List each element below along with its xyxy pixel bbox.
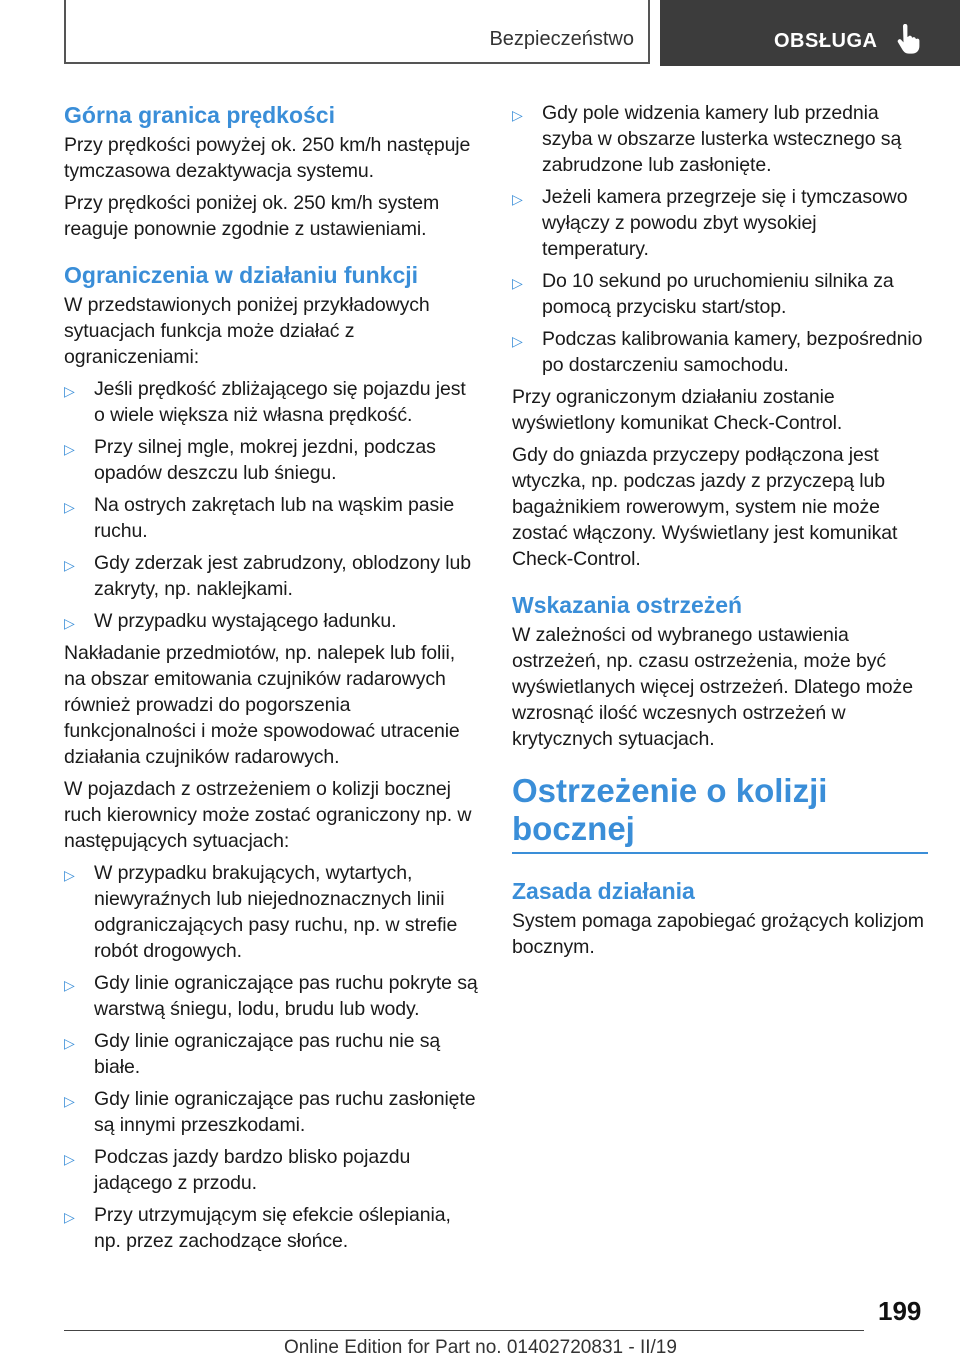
steering-limitations-list — [64, 860, 479, 1254]
list-item: ▷ W przypadku brakujących, wytartych, niewyraźnych lub niejednoznacznych linii odgraniczających pasy ruchu, np. w strefie robót drogowych. — [64, 862, 458, 962]
list-item: ▷ Przy silnej mgle, mokrej jezdni, podczas opadów deszczu lub śniegu. — [64, 436, 436, 484]
paragraph: Nakładanie przedmiotów, np. nalepek lub folii, na obszar emitowania czujników radarowych również prowadzi do pogorszenia funkcjonalności i może spowodować utracenie działania czujników radarowych. — [64, 642, 460, 768]
paragraph: System pomaga zapobiegać grożących kolizjom bocznym. — [512, 910, 924, 958]
triangle-bullet-icon: ▷ — [512, 333, 523, 349]
chapter-tab-label: OBSŁUGA — [774, 30, 878, 52]
list-item: ▷ Gdy linie ograniczające pas ruchu zasłonięte są innymi przeszkodami. — [64, 1088, 476, 1136]
paragraph: Przy prędkości powyżej ok. 250 km/h następuje tymczasowa dezaktywacja systemu. — [64, 134, 471, 182]
left-column — [64, 100, 479, 1260]
triangle-bullet-icon: ▷ — [64, 1151, 75, 1167]
paragraph: W pojazdach z ostrzeżeniem o kolizji bocznej ruch kierownicy może zostać ograniczony np. w następujących sytuacjach: — [64, 778, 472, 852]
paragraph: Przy prędkości poniżej ok. 250 km/h system reaguje ponownie zgodnie z ustawieniami. — [64, 192, 440, 240]
triangle-bullet-icon: ▷ — [64, 383, 75, 399]
paragraph: Gdy do gniazda przyczepy podłączona jest wtyczka, np. podczas jazdy z przyczepą lub bagażnikiem rowerowym, system nie może zostać włączony. Wyświetlany jest komunikat Check-Control. — [512, 444, 898, 570]
list-item: ▷ Gdy pole widzenia kamery lub przednia szyba w obszarze lusterka wstecznego są zabrudzone lub zasłonięte. — [512, 102, 902, 176]
triangle-bullet-icon: ▷ — [64, 499, 75, 515]
triangle-bullet-icon: ▷ — [512, 107, 523, 123]
chapter-tab[interactable] — [660, 0, 960, 66]
triangle-bullet-icon: ▷ — [64, 1093, 75, 1109]
triangle-bullet-icon: ▷ — [64, 615, 75, 631]
list-item: ▷ Gdy linie ograniczające pas ruchu nie są białe. — [64, 1030, 441, 1078]
triangle-bullet-icon: ▷ — [64, 441, 75, 457]
paragraph: Przy ograniczonym działaniu zostanie wyświetlony komunikat Check-Control. — [512, 386, 843, 434]
paragraph: W przedstawionych poniżej przykładowych sytuacjach funkcja może działać z ograniczeniami: — [64, 294, 430, 368]
list-item: ▷ Na ostrych zakrętach lub na wąskim pasie ruchu. — [64, 494, 455, 542]
triangle-bullet-icon: ▷ — [64, 557, 75, 573]
list-item: ▷ Podczas jazdy bardzo blisko pojazdu jadącego z przodu. — [64, 1146, 411, 1194]
side-collision-warning-title: Ostrzeżenie o kolizji bocznej — [512, 772, 828, 847]
list-item: ▷ Jeżeli kamera przegrzeje się i tymczasowo wyłączy z powodu zbyt wysokiej temperatury. — [512, 186, 908, 260]
list-item: ▷ Gdy linie ograniczające pas ruchu pokryte są warstwą śniegu, lodu, brudu lub wody. — [64, 972, 478, 1020]
triangle-bullet-icon: ▷ — [64, 1035, 75, 1051]
list-item: ▷ Jeśli prędkość zbliżającego się pojazdu jest o wiele większa niż własna prędkość. — [64, 378, 466, 426]
principle-heading: Zasada działania — [512, 878, 695, 904]
right-column — [512, 100, 927, 966]
list-item: ▷ Gdy zderzak jest zabrudzony, oblodzony lub zakryty, np. naklejkami. — [64, 552, 471, 600]
header-section-title: Bezpieczeństwo — [489, 28, 634, 50]
footer-divider — [64, 1330, 864, 1331]
header-frame — [64, 0, 650, 64]
list-item: ▷ W przypadku wystającego ładunku. — [64, 608, 479, 634]
list-item: ▷ Do 10 sekund po uruchomieniu silnika za pomocą przycisku start/stop. — [512, 270, 894, 318]
camera-limitations-list — [512, 100, 927, 378]
warnings-heading: Wskazania ostrzeżeń — [512, 592, 743, 618]
triangle-bullet-icon: ▷ — [512, 191, 523, 207]
title-divider — [512, 852, 928, 854]
list-item: ▷ Przy utrzymującym się efekcie oślepiania, np. przez zachodzące słońce. — [64, 1204, 451, 1252]
limitations-heading: Ograniczenia w działaniu funkcji — [64, 262, 419, 288]
limitations-list — [64, 376, 479, 634]
paragraph: W zależności od wybranego ustawienia ostrzeżeń, np. czasu ostrzeżenia, może być wyświetlanych więcej ostrzeżeń. Dlatego może wzrosnąć ilość wczesnych ostrzeżeń w krytycznych sytuacjach. — [512, 624, 913, 750]
hand-pointer-icon — [896, 24, 922, 54]
triangle-bullet-icon: ▷ — [512, 275, 523, 291]
list-item: ▷ Podczas kalibrowania kamery, bezpośrednio po dostarczeniu samochodu. — [512, 328, 923, 376]
page-number: 199 — [878, 1296, 922, 1326]
triangle-bullet-icon: ▷ — [64, 867, 75, 883]
triangle-bullet-icon: ▷ — [64, 1209, 75, 1225]
triangle-bullet-icon: ▷ — [64, 977, 75, 993]
footer-edition: Online Edition for Part no. 01402720831 - II/19 — [284, 1337, 677, 1358]
speed-limit-heading: Górna granica prędkości — [64, 102, 335, 128]
